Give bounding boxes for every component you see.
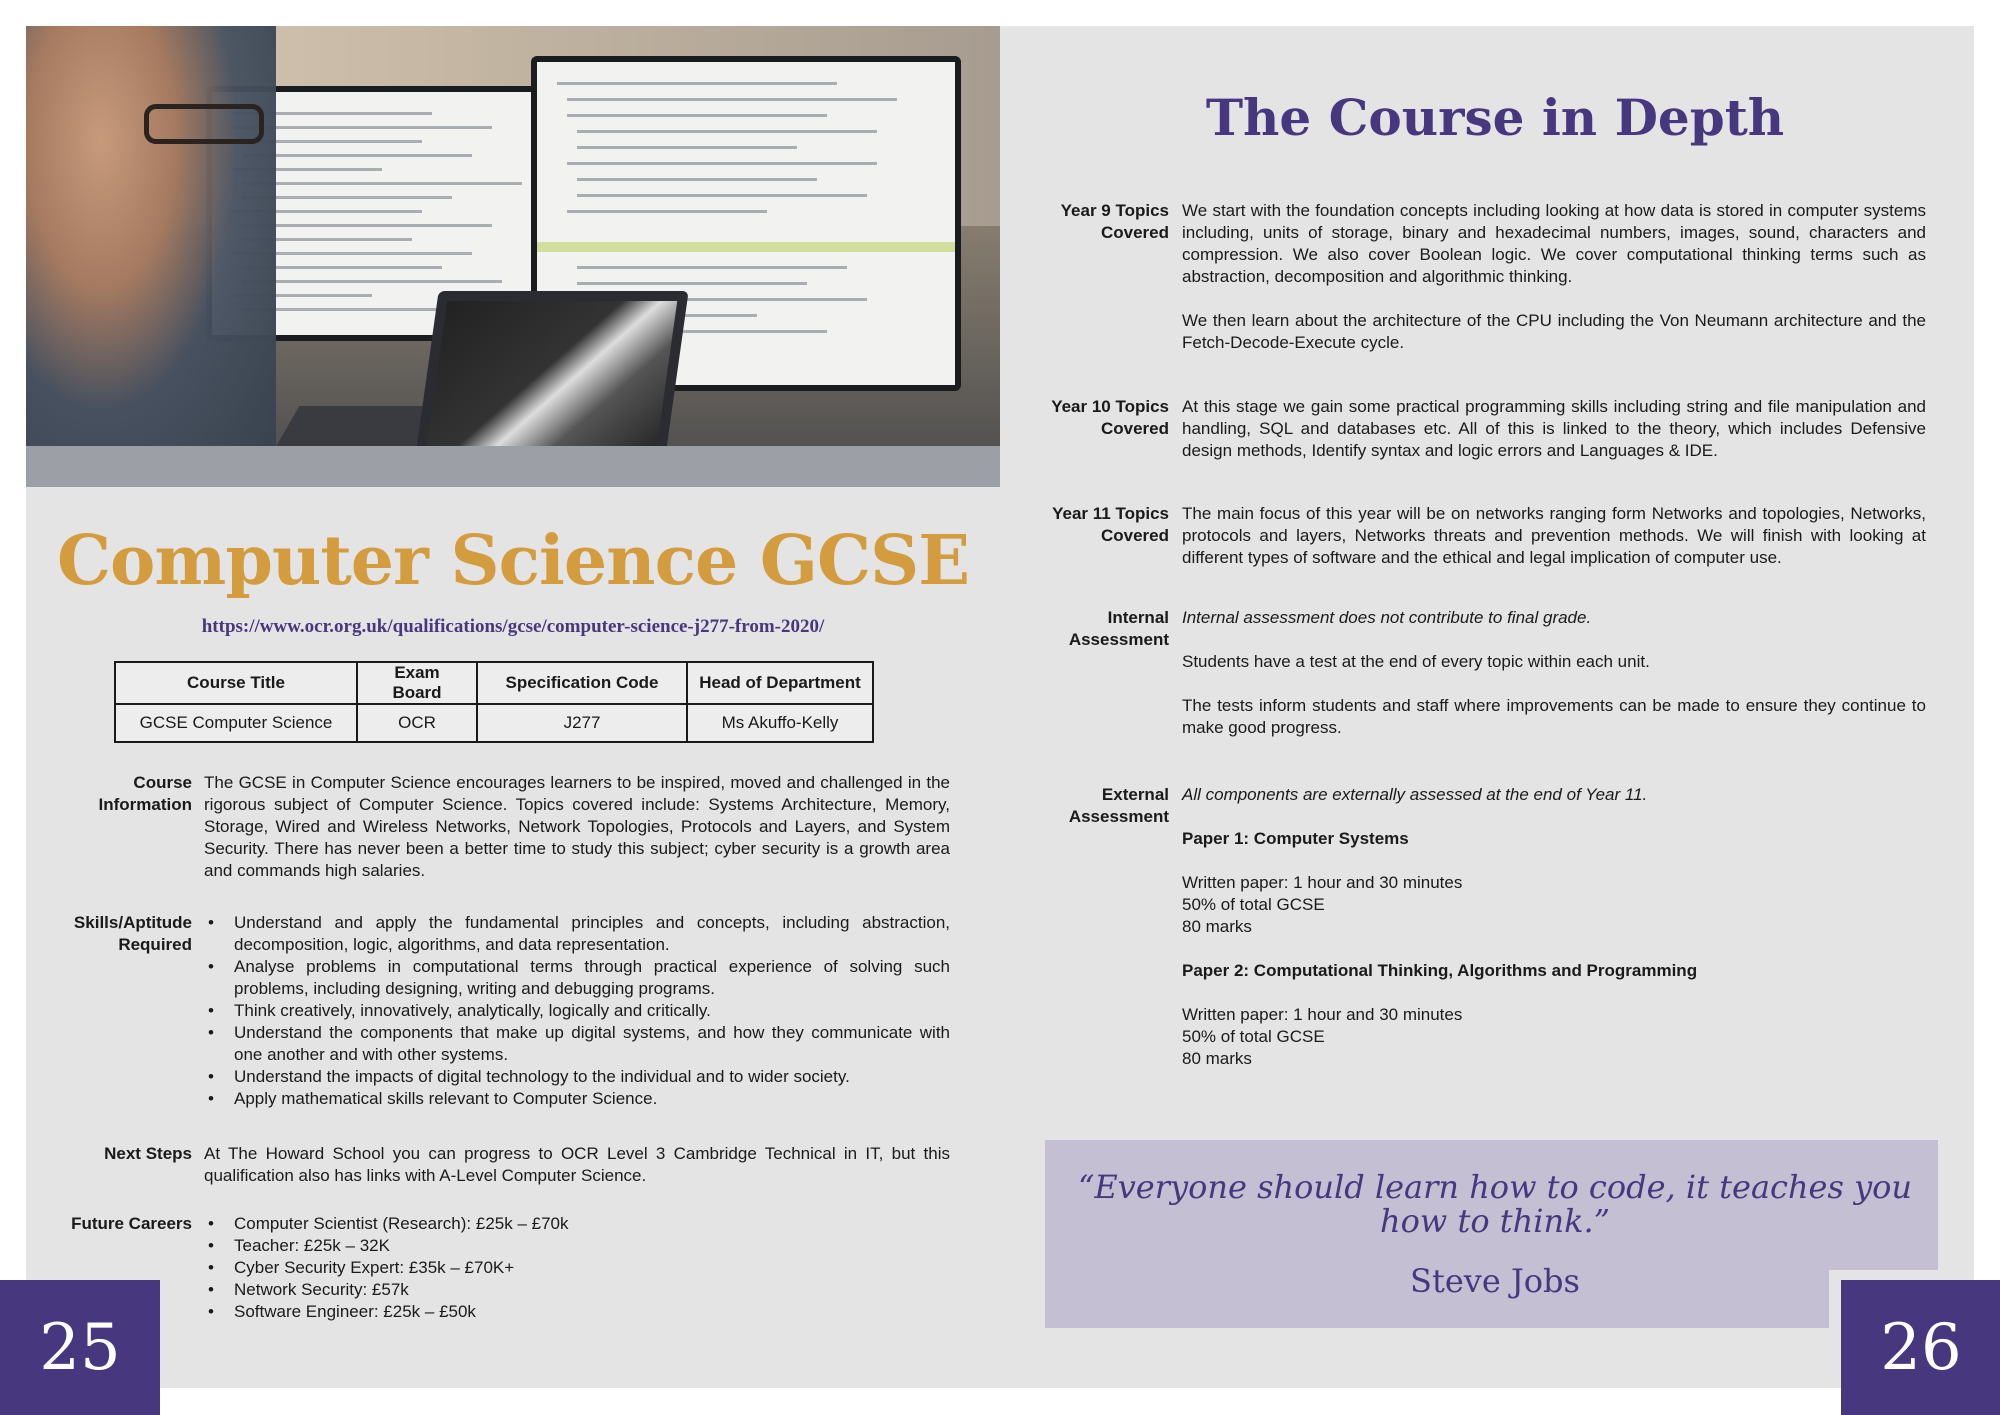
course-url[interactable]: https://www.ocr.org.uk/qualifications/gcse/computer-science-j277-from-2020/ [201,616,825,637]
skills-list [204,912,950,1110]
list-item: • Computer Scientist (Research): £25k – £70k [204,1213,950,1235]
list-item: • Understand and apply the fundamental principles and concepts, including abstraction, decomposition, logic, algorithms, and data representation. [204,912,950,956]
list-item: • Understand the components that make up digital systems, and how they communicate with one another and with other systems. [204,1022,950,1066]
section-body [1182,200,1926,354]
section-body: The main focus of this year will be on networks ranging form Networks and topologies, Networks, protocols and layers, Networks threats and prevention methods. We will finish with looking at different types of software and the ethical and legal implication of computer use. [1182,504,1926,567]
person [26,26,276,487]
paragraph: The tests inform students and staff where improvements can be made to ensure they continue to make good progress. [1182,696,1926,737]
section-label: Year 9 Topics Covered [1060,201,1169,242]
list-item: • Software Engineer: £25k – £50k [204,1301,950,1323]
table-cell: Ms Akuffo-Kelly [687,704,873,742]
section-label: Next Steps [104,1144,192,1163]
section-body [1182,607,1926,739]
course-information-text: The GCSE in Computer Science encourages learners to be inspired, moved and challenged in the rigorous subject of Computer Science. Topics covered include: Systems Architecture, Memory, Storage, Wired and Wireless Networks, Network Topologies, Protocols and Layers, and System Security. There has never been a better time to study this subject; cyber security is a growth area and commands high salaries. [204,773,950,880]
section-label: Year 10 Topics Covered [1051,397,1169,438]
paper-line: 50% of total GCSE [1182,1027,1325,1046]
list-item: • Think creatively, innovatively, analytically, logically and critically. [204,1000,950,1022]
section-label: Course Information [98,773,192,814]
section-label: Internal Assessment [1068,608,1169,649]
table-header: Specification Code [477,662,687,704]
paragraph: We start with the foundation concepts including looking at how data is stored in computer systems including, units of storage, binary and hexadecimal numbers, images, sound, characters and compression. We also cover Boolean logic. We cover computational thinking terms such as abstraction, decomposition and algorithmic thinking. [1182,201,1926,286]
paragraph: Internal assessment does not contribute to final grade. [1182,608,1592,627]
careers-list [204,1213,950,1323]
table-header: Course Title [115,662,357,704]
section-body: At this stage we gain some practical programming skills including string and file manipulation and handling, SQL and databases etc. All of this is linked to the theory, which includes Defensive design methods, Identify syntax and logic errors and Languages & IDE. [1182,397,1926,460]
depth-title: The Course in Depth [1205,88,1785,147]
page-number-left: 25 [0,1280,160,1415]
paper-line: 80 marks [1182,1049,1252,1068]
paper-title: Paper 1: Computer Systems [1182,829,1409,848]
section-label: Skills/Aptitude Required [73,913,192,954]
paper-line: Written paper: 1 hour and 30 minutes [1182,1005,1463,1024]
paper-line: 50% of total GCSE [1182,895,1325,914]
section-label: External Assessment [1068,785,1169,826]
table-header: Head of Department [687,662,873,704]
list-item: • Teacher: £25k – 32K [204,1235,950,1257]
left-page [26,26,1000,1388]
table-header: Exam Board [357,662,477,704]
quote-author: Steve Jobs [1410,1262,1580,1300]
paper-title: Paper 2: Computational Thinking, Algorithms and Programming [1182,961,1698,980]
paragraph: Students have a test at the end of every topic within each unit. [1182,652,1650,671]
paper-line: 80 marks [1182,917,1252,936]
next-steps-text: At The Howard School you can progress to OCR Level 3 Cambridge Technical in IT, but this qualification also has links with A-Level Computer Science. [204,1144,950,1185]
paper-line: Written paper: 1 hour and 30 minutes [1182,873,1463,892]
laptop [413,291,688,471]
glasses [144,104,264,144]
table-header-row [115,662,873,704]
table-cell: GCSE Computer Science [115,704,357,742]
section-label: Year 11 Topics Covered [1052,504,1169,545]
paragraph: We then learn about the architecture of the CPU including the Von Neumann architecture and the Fetch-Decode-Execute cycle. [1182,311,1926,352]
table-cell: J277 [477,704,687,742]
course-title-heading: Computer Science GCSE [56,521,970,601]
list-item: • Analyse problems in computational terms through practical experience of solving such problems, including designing, writing and debugging programs. [204,956,950,1000]
section-label: Future Careers [71,1214,192,1233]
table-row [115,704,873,742]
course-info-table [114,661,874,743]
paragraph: All components are externally assessed at the end of Year 11. [1182,785,1648,804]
table-cell: OCR [357,704,477,742]
page-number-right: 26 [1841,1280,2000,1415]
list-item: • Network Security: £57k [204,1279,950,1301]
section-body [1182,784,1926,1070]
list-item: • Apply mathematical skills relevant to Computer Science. [204,1088,950,1110]
hero-photo [26,26,1000,487]
list-item: • Cyber Security Expert: £35k – £70K+ [204,1257,950,1279]
list-item: • Understand the impacts of digital technology to the individual and to wider society. [204,1066,950,1088]
quote-text: “Everyone should learn how to code, it teaches you how to think.” [1077,1168,1913,1240]
